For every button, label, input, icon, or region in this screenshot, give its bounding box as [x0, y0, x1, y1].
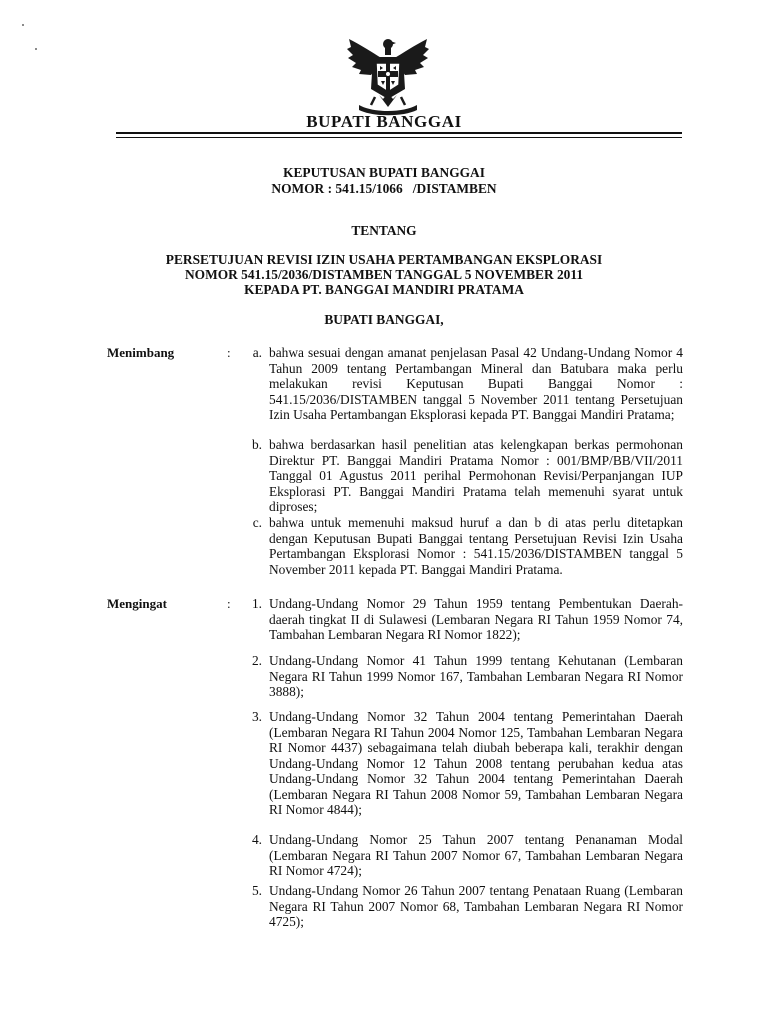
reference-marker: 2. [251, 653, 262, 668]
menimbang-colon: : [227, 345, 231, 360]
scan-speck [35, 48, 37, 50]
consideration-marker: c. [252, 515, 262, 530]
reference-item: Undang-Undang Nomor 29 Tahun 1959 tentang Pembentukan Daerah-daerah tingkat II di Sulawesi (Lembaran Negara RI Tahun 1959 Nomor 74, Tambahan Lembaran Negara RI Nomor 1822); [269, 596, 683, 642]
subject-line: PERSETUJUAN REVISI IZIN USAHA PERTAMBANGAN EKSPLORASI [165, 252, 603, 267]
tentang-heading: TENTANG [351, 223, 417, 238]
consideration-item: bahwa berdasarkan hasil penelitian atas kelengkapan berkas permohonan Direktur PT. Banggai Mandiri Pratama Nomor : 001/BMP/BB/VII/2011 Tanggal 01 Agustus 2011 perihal Permohonan Revisi/Perpanjangan IUP Eksplorasi PT. Banggai Mandiri Pratama telah memenuhi syarat untuk diproses; [269, 437, 683, 514]
consideration-item: bahwa sesuai dengan amanat penjelasan Pasal 42 Undang-Undang Nomor 4 Tahun 2009 tentang Pertambangan Mineral dan Batubara maka perlu melakukan revisi Keputusan Bupati Banggai Nomor : 541.15/2036/DISTAMBEN tanggal 5 November 2011 tentang Persetujuan Izin Usaha Pertambangan Eksplorasi kepada PT. Banggai Mandiri Pratama; [269, 345, 683, 422]
subject-line: NOMOR 541.15/2036/DISTAMBEN TANGGAL 5 NOVEMBER 2011 [184, 267, 584, 282]
header-rule-thick [116, 132, 682, 134]
reference-item: Undang-Undang Nomor 41 Tahun 1999 tentang Kehutanan (Lembaran Negara RI Tahun 1999 Nomor 167, Tambahan Lembaran Negara RI Nomor 3888); [269, 653, 683, 699]
reference-marker: 4. [251, 832, 262, 847]
consideration-item: bahwa untuk memenuhi maksud huruf a dan b di atas perlu ditetapkan dengan Keputusan Bupati Banggai tentang Persetujuan Revisi Izin Usaha Pertambangan Eksplorasi Nomor : 541.15/2036/DISTAMBEN tanggal 5 November 2011 kepada PT. Banggai Mandiri Pratama. [269, 515, 683, 577]
menimbang-label: Menimbang [107, 345, 175, 360]
reference-marker: 1. [251, 596, 262, 611]
decree-title: KEPUTUSAN BUPATI BANGGAI [283, 165, 485, 180]
reference-marker: 3. [251, 709, 262, 724]
subject-line: KEPADA PT. BANGGAI MANDIRI PRATAMA [244, 282, 524, 297]
reference-item: Undang-Undang Nomor 25 Tahun 2007 tentang Penanaman Modal (Lembaran Negara RI Tahun 2007 Nomor 67, Tambahan Lembaran Negara RI Nomor 4724); [269, 832, 683, 878]
scan-speck [22, 24, 24, 26]
consideration-marker: b. [251, 437, 262, 452]
reference-marker: 5. [251, 883, 262, 898]
consideration-marker: a. [252, 345, 262, 360]
issuer-heading: BUPATI BANGGAI, [324, 312, 444, 327]
reference-item: Undang-Undang Nomor 26 Tahun 2007 tentang Penataan Ruang (Lembaran Negara RI Tahun 2007 Nomor 68, Tambahan Lembaran Negara RI Nomor 4725); [269, 883, 683, 929]
mengingat-colon: : [227, 596, 231, 611]
reference-item: Undang-Undang Nomor 32 Tahun 2004 tentang Pemerintahan Daerah (Lembaran Negara RI Tahun 2004 Nomor 125, Tambahan Lembaran Negara RI Nomor 4437) sebagaimana telah diubah beberapa kali, terakhir dengan Undang-Undang Nomor 12 Tahun 2008 tentang perubahan kedua atas Undang-Undang Nomor 32 Tahun 2004 tentang Pemerintahan Daerah (Lembaran Negara RI Tahun 2008 Nomor 59, Tambahan Lembaran Negara RI Nomor 4844); [269, 709, 683, 817]
page-title: BUPATI BANGGAI [306, 112, 462, 131]
mengingat-label: Mengingat [107, 596, 167, 611]
garuda-pancasila-icon [343, 33, 433, 119]
header-rule-thin [116, 137, 682, 138]
decree-number: NOMOR : 541.15/1066 /DISTAMBEN [271, 181, 497, 196]
